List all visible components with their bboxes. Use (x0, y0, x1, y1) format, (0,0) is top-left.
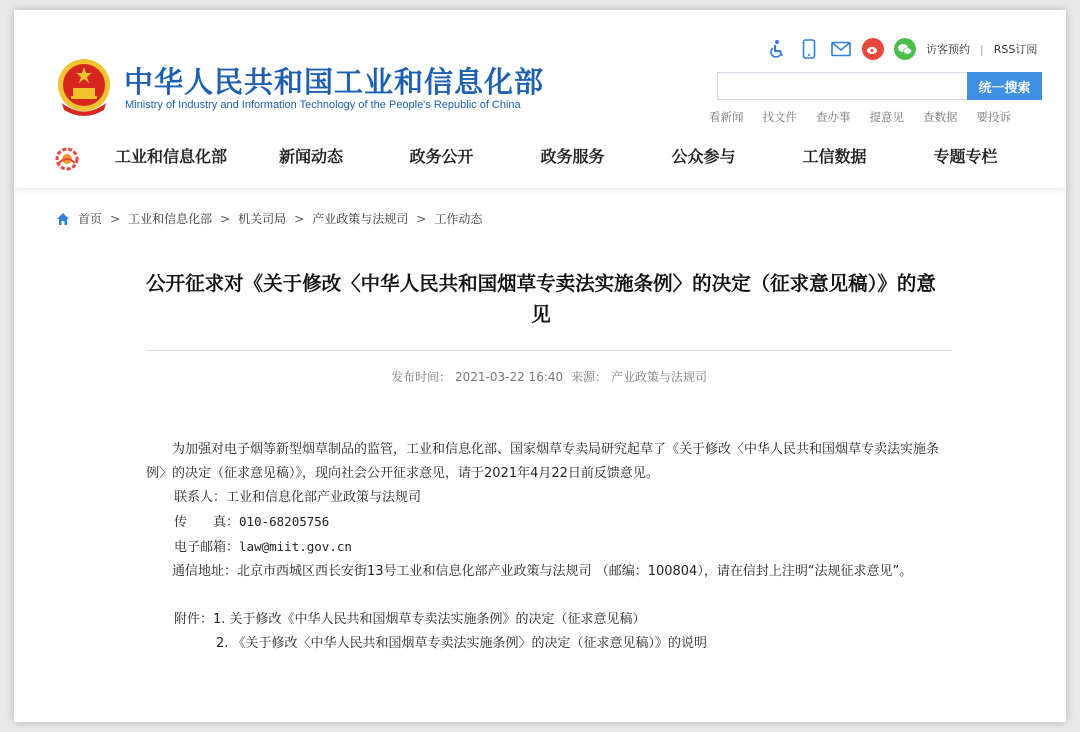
attachments-label: 附件： (174, 612, 214, 627)
address-value: 北京市西城区西长安街13号工业和信息化部产业政策与法规司 （邮编：100804），请在信封上注明“法规征求意见”。 (237, 564, 913, 579)
email-label: 电子邮箱： (174, 540, 240, 555)
visitor-booking-link[interactable]: 访客预约 (926, 43, 970, 56)
breadcrumb-separator: > (294, 211, 305, 226)
source-label: 来源： (570, 370, 607, 384)
attachment-line-1 (146, 608, 952, 632)
fax-label: 传 真： (174, 515, 240, 530)
search-button[interactable]: 统一搜索 (967, 72, 1042, 100)
rss-link[interactable]: RSS订阅 (993, 43, 1038, 56)
quick-links (709, 109, 1030, 125)
breadcrumb-work-news[interactable]: 工作动态 (434, 212, 483, 226)
miit-logo-icon[interactable] (54, 146, 80, 172)
site-title[interactable]: 中华人民共和国工业和信息化部 (124, 65, 545, 99)
national-emblem-icon[interactable] (56, 58, 112, 116)
article-meta (146, 368, 952, 385)
nav-item-special-topics[interactable]: 专题专栏 (933, 147, 998, 166)
breadcrumb-separator: > (416, 211, 427, 226)
nav-item-public-participation[interactable]: 公众参与 (671, 147, 736, 166)
address-line (146, 560, 952, 584)
title-divider (146, 350, 952, 351)
publish-time: 2021-03-22 16:40 (455, 370, 564, 384)
attachment-link-2[interactable]: 2. 《关于修改〈中华人民共和国烟草专卖法实施条例〉的决定（征求意见稿）》的说明 (216, 636, 708, 651)
accessibility-icon[interactable] (766, 38, 788, 60)
contact-line (146, 486, 952, 510)
site-subtitle: Ministry of Industry and Information Technology of the People's Republic of China (125, 99, 521, 111)
breadcrumb-separator: > (110, 211, 121, 226)
search-input[interactable] (717, 72, 967, 100)
toolbar-separator: | (980, 42, 984, 56)
email-link[interactable]: law@miit.gov.cn (239, 539, 352, 554)
quick-link-news[interactable]: 看新闻 (709, 110, 744, 124)
address-label: 通信地址： (172, 564, 238, 579)
breadcrumb-departments[interactable]: 机关司局 (238, 212, 287, 226)
intro-paragraph: 为加强对电子烟等新型烟草制品的监管，工业和信息化部、国家烟草专卖局研究起草了《关于修改〈中华人民共和国烟草专卖法实施条例〉的决定（征求意见稿）》，现向社会公开征求意见，请于2021年4月22日前反馈意见。 (146, 442, 940, 481)
nav-item-gov-affairs[interactable]: 政务公开 (409, 147, 474, 166)
publish-label: 发布时间： (390, 370, 451, 384)
breadcrumb (56, 210, 482, 227)
quick-link-feedback[interactable]: 提意见 (869, 110, 904, 124)
weibo-icon[interactable] (862, 38, 884, 60)
home-icon[interactable] (56, 212, 70, 226)
site-header (14, 10, 1066, 188)
attachment-line-2 (146, 632, 952, 656)
article-title: 公开征求对《关于修改〈中华人民共和国烟草专卖法实施条例〉的决定（征求意见稿）》的意见 (146, 272, 936, 326)
header-toolbar (766, 38, 1037, 60)
attachment-link-1[interactable]: 1. 关于修改《中华人民共和国烟草专卖法实施条例》的决定（征求意见稿） (213, 612, 646, 627)
main-nav (96, 144, 1056, 167)
mobile-icon[interactable] (798, 38, 820, 60)
mail-icon[interactable] (830, 38, 852, 60)
nav-item-miit[interactable]: 工业和信息化部 (114, 147, 227, 166)
breadcrumb-miit[interactable]: 工业和信息化部 (128, 212, 213, 226)
breadcrumb-home[interactable]: 首页 (78, 212, 103, 226)
article-body (146, 438, 952, 656)
fax-value: 010-68205756 (239, 514, 330, 529)
page-frame (14, 10, 1066, 722)
quick-link-complaint[interactable]: 要投诉 (976, 110, 1011, 124)
quick-link-data[interactable]: 查数据 (923, 110, 958, 124)
source-value: 产业政策与法规司 (610, 370, 707, 384)
nav-item-gov-services[interactable]: 政务服务 (540, 147, 605, 166)
breadcrumb-policy-dept[interactable]: 产业政策与法规司 (312, 212, 409, 226)
wechat-icon[interactable] (894, 38, 916, 60)
quick-link-documents[interactable]: 找文件 (762, 110, 797, 124)
contact-label: 联系人： (174, 490, 227, 505)
email-line (146, 535, 952, 560)
nav-item-data[interactable]: 工信数据 (802, 147, 867, 166)
breadcrumb-separator: > (220, 211, 231, 226)
fax-line (146, 510, 952, 535)
contact-value: 工业和信息化部产业政策与法规司 (226, 490, 422, 505)
nav-item-news[interactable]: 新闻动态 (278, 147, 343, 166)
paragraph-gap (146, 584, 952, 608)
quick-link-services[interactable]: 查办事 (816, 110, 851, 124)
